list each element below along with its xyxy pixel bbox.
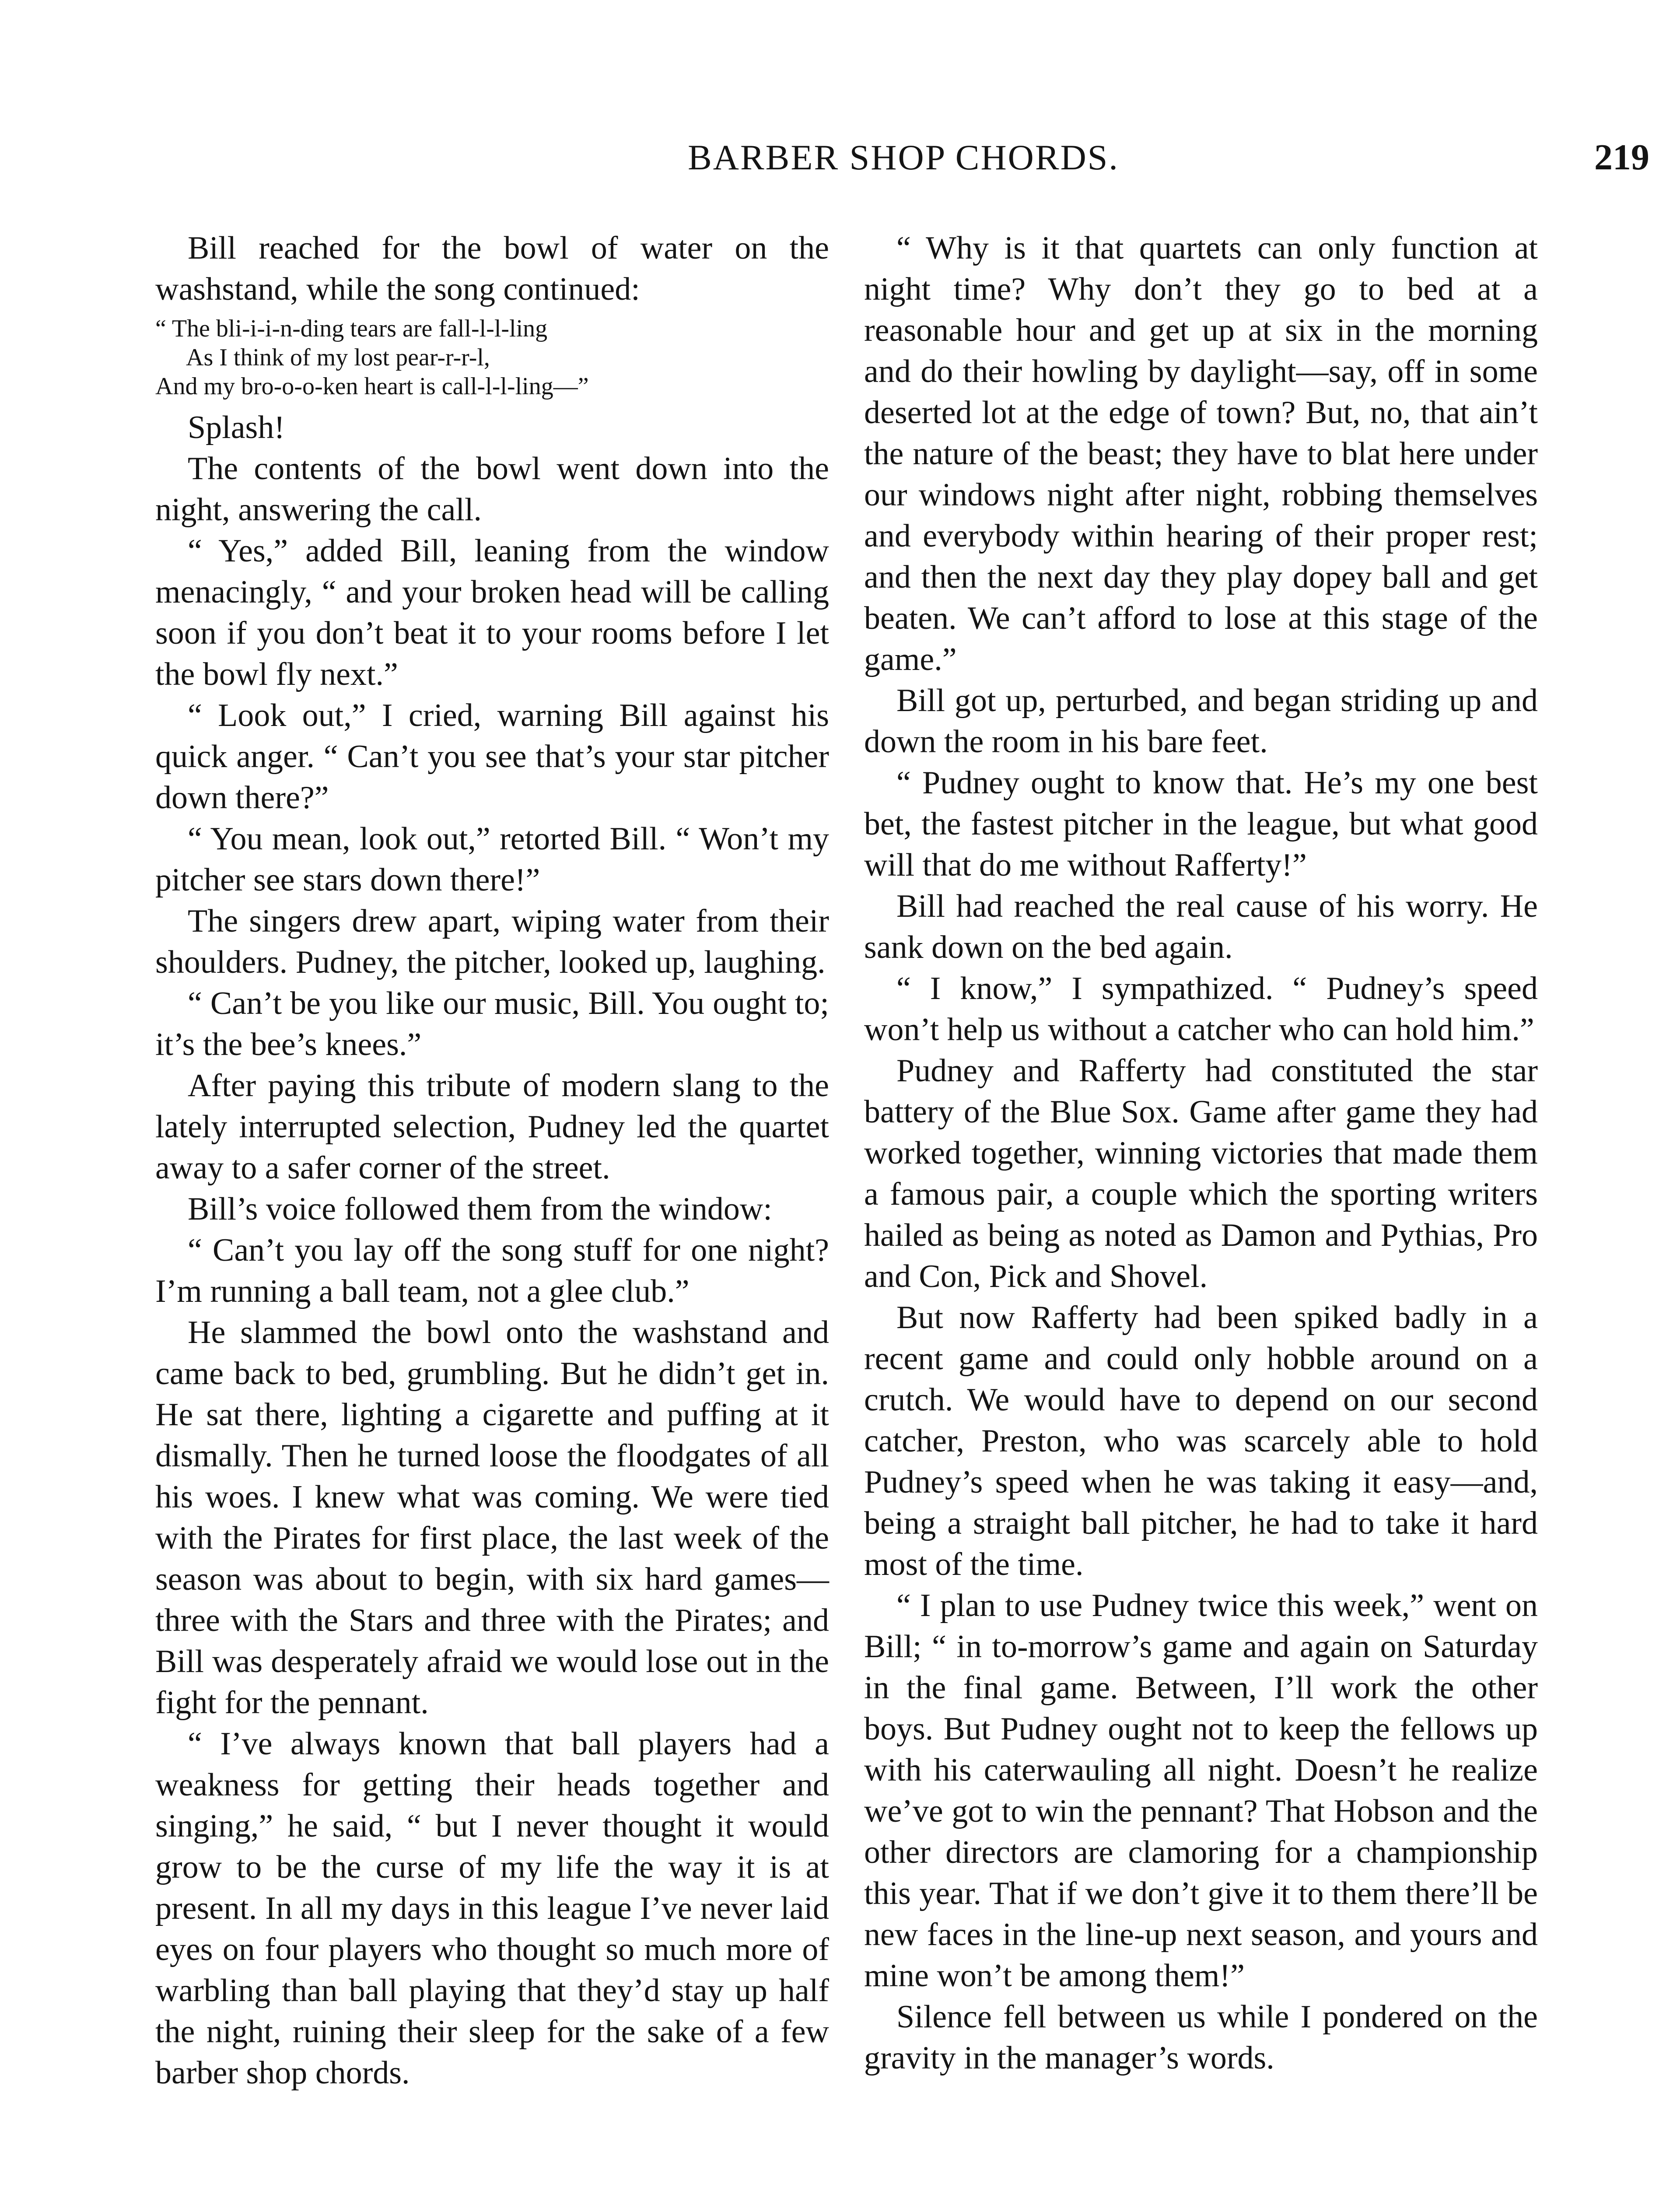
running-head [158, 131, 1649, 184]
paragraph: “ You mean, look out,” retorted Bill. “ Won’t my pitcher see stars down there!” [155, 821, 829, 898]
running-title: BARBER SHOP CHORDS. [688, 137, 1119, 177]
page-number: 219 [1594, 137, 1649, 178]
paragraph: “ Can’t you lay off the song stuff for one night? I’m running a ball team, not a glee club.” [155, 1232, 829, 1309]
paragraph: “ I plan to use Pudney twice this week,” went on Bill; “ in to-morrow’s game and again on Saturday in the final game. Between, I’ll work the other boys. But Pudney ought not to keep the fellows up with his caterwauling all night. Doesn’t he realize we’ve got to win the pennant? That Hobson and the other directors are clamoring for a championship this year. That if we don’t give it to them there’ll be new faces in the line-up next season, and yours and mine won’t be among them!” [864, 1588, 1538, 1994]
paragraph: Splash! [188, 410, 285, 445]
left-column [155, 228, 829, 2093]
paragraph: But now Rafferty had been spiked badly in a recent game and could only hobble around on a crutch. We would have to depend on our second catcher, Preston, who was scarcely able to hold Pudney’s speed when he was taking it easy—and, being a straight ball pitcher, he had to take it hard most of the time. [864, 1300, 1538, 1582]
paragraph: Pudney and Rafferty had constituted the star battery of the Blue Sox. Game after game they had worked together, winning victories that made them a famous pair, a couple which the sporting writers hailed as being as noted as Damon and Pythias, Pro and Con, Pick and Shovel. [864, 1053, 1538, 1294]
paragraph: “ Look out,” I cried, warning Bill against his quick anger. “ Can’t you see that’s your star pitcher down there?” [155, 698, 829, 816]
paragraph: Silence fell between us while I pondered on the gravity in the manager’s words. [864, 1999, 1538, 2076]
right-column [864, 228, 1538, 2079]
paragraph: “ Why is it that quartets can only function at night time? Why don’t they go to bed at a reasonable hour and get up at six in the morning and do their howling by daylight—say, off in some deserted lot at the edge of town? But, no, that ain’t the nature of the beast; they have to blat here under our windows night after night, robbing themselves and everybody within hearing of their proper rest; and then the next day they play dopey ball and get beaten. We can’t afford to lose at this stage of the game.” [864, 230, 1538, 677]
paragraph: Bill reached for the bowl of water on the washstand, while the song continued: [155, 230, 829, 307]
paragraph: “ Pudney ought to know that. He’s my one best bet, the fastest pitcher in the league, but what good will that do me without Rafferty!” [864, 765, 1538, 883]
verse-line: As I think of my lost pear-r-r-l, [186, 344, 490, 371]
paragraph: “ Yes,” added Bill, leaning from the window menacingly, “ and your broken head will be calling soon if you don’t beat it to your rooms before I let the bowl fly next.” [155, 533, 829, 692]
paragraph: “ I know,” I sympathized. “ Pudney’s speed won’t help us without a catcher who can hold him.” [864, 971, 1538, 1048]
paragraph: After paying this tribute of modern slang to the lately interrupted selection, Pudney led the quartet away to a safer corner of the street. [155, 1068, 829, 1186]
paragraph: “ Can’t be you like our music, Bill. You ought to; it’s the bee’s knees.” [155, 985, 829, 1062]
paragraph: Bill got up, perturbed, and began striding up and down the room in his bare feet. [864, 683, 1538, 760]
verse-line: “ The bli-i-i-n-ding tears are fall-l-l-ling [155, 315, 548, 342]
paragraph: He slammed the bowl onto the washstand and came back to bed, grumbling. But he didn’t get in. He sat there, lighting a cigarette and puffing at it dismally. Then he turned loose the floodgates of all his woes. I knew what was coming. We were tied with the Pirates for first place, the last week of the season was about to begin, with six hard games—three with the Stars and three with the Pirates; and Bill was desperately afraid we would lose out in the fight for the pennant. [155, 1315, 829, 1721]
paragraph: The contents of the bowl went down into the night, answering the call. [155, 451, 829, 528]
paragraph: The singers drew apart, wiping water from their shoulders. Pudney, the pitcher, looked up, laughing. [155, 903, 829, 980]
paragraph: Bill’s voice followed them from the window: [188, 1191, 772, 1227]
song-verse [155, 314, 829, 401]
verse-line: And my bro-o-o-ken heart is call-l-l-ling—” [155, 373, 589, 400]
paragraph: Bill had reached the real cause of his worry. He sank down on the bed again. [864, 888, 1538, 965]
paragraph: “ I’ve always known that ball players had a weakness for getting their heads together and singing,” he said, “ but I never thought it would grow to be the curse of my life the way it is at present. In all my days in this league I’ve never laid eyes on four players who thought so much more of warbling than ball playing that they’d stay up half the night, ruining their sleep for the sake of a few barber shop chords. [155, 1726, 829, 2091]
